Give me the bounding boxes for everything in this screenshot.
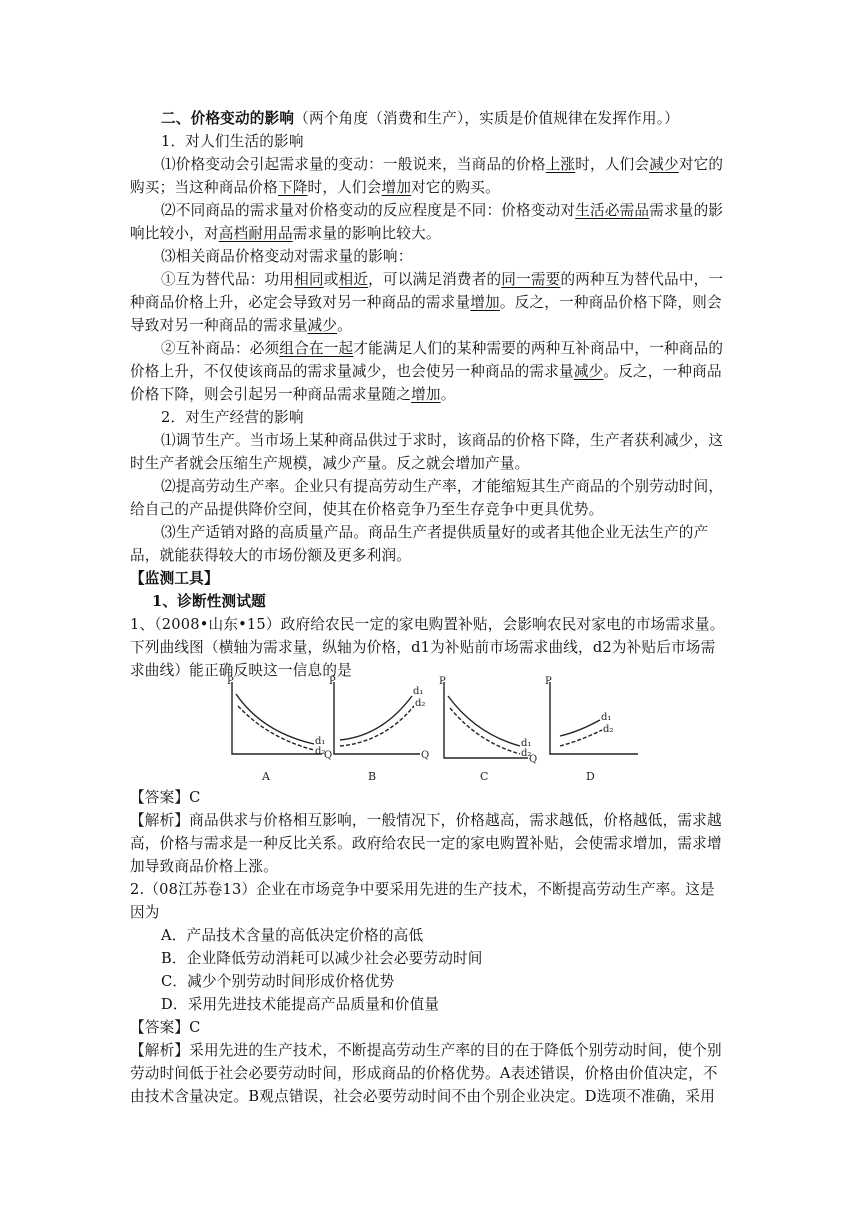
text: 。反之，一种商品 (603, 363, 722, 380)
underlined-term: 减少 (649, 156, 679, 173)
paragraph-1-line-1 (161, 154, 723, 176)
panel-a-d1-label: d₁ (315, 736, 326, 747)
question-1-analysis-line-2: 高，价格与需求是一种反比关系。政府给农民一定的家电购置补贴，会使需求增加，需求增 (130, 835, 722, 852)
text: 需求量的影响比较大。 (292, 225, 441, 242)
text: ⑵不同商品的需求量对价格变动的反应程度是不同：价格变动对 (161, 202, 576, 219)
underlined-term: 增加 (381, 179, 412, 196)
underlined-term: 减少 (307, 317, 338, 334)
panel-b-axes (334, 682, 420, 754)
paragraph-4-line-1 (161, 269, 723, 291)
question-1-answer: 【答案】C (130, 789, 201, 806)
underlined-term: 高档耐用品 (218, 225, 293, 242)
panel-d-d1-label: d₁ (601, 712, 612, 723)
panel-b-caption: B (368, 770, 377, 783)
text: 种商品价格上升，必定会导致对另一种商品的需求量 (130, 294, 471, 311)
text: 对它的 (678, 156, 724, 173)
section-heading: 二、价格变动的影响 (161, 110, 295, 127)
text: 。 (440, 386, 456, 403)
text: ②互补商品：必须 (161, 340, 280, 357)
paragraph-6-line-2: 时生产者就会压缩生产规模，减少产量。反之就会增加产量。 (130, 455, 530, 472)
question-2-analysis-line-3: 由技术含量决定。B观点错误，社会必要劳动时间不由个别企业决定。D选项不准确，采用 (130, 1088, 715, 1105)
text: 才能满足人们的某种需要的两种互补商品中，一种商品的 (353, 340, 724, 357)
underlined-term: 同一需要 (501, 271, 561, 288)
panel-d-d2-label: d₂ (603, 724, 614, 735)
text: 时，人们会 (575, 156, 650, 173)
question-1-analysis-line-1: 【解析】商品供求与价格相互影响，一般情况下，价格越高，需求越低，价格越低，需求越 (130, 812, 722, 829)
text: 购买；当这种商品价格 (130, 179, 278, 196)
panel-a-d2-label: d₂ (315, 746, 326, 757)
panel-c-d2-label: d₂ (521, 748, 532, 759)
question-1-line-3: 求曲线）能正确反映这一信息的是 (130, 662, 352, 679)
paragraph-4-line-3 (130, 315, 352, 337)
question-2-line-1: 2.（08江苏卷13）企业在市场竞争中要采用先进的生产技术，不断提高劳动生产率。这是 (130, 881, 715, 898)
panel-c-q-label: Q (529, 754, 538, 765)
paragraph-5-line-2 (130, 361, 722, 383)
underlined-term: 相同 (294, 271, 324, 288)
text: 的两种互为替代品中，一 (560, 271, 724, 288)
underlined-term: 增加 (411, 386, 441, 403)
question-2-option-b: B．企业降低劳动消耗可以减少社会必要劳动时间 (161, 950, 483, 967)
text: ，可以满足消费者的 (368, 271, 502, 288)
question-1-line-1: 1、（2008•山东•15）政府给农民一定的家电购置补贴，会影响农民对家电的市场需求量。 (130, 616, 725, 633)
panel-b-q-label: Q (421, 750, 430, 761)
paragraph-3-title: ⑶相关商品价格变动对需求量的影响： (161, 248, 413, 265)
question-1-line-2: 下列曲线图（横轴为需求量，纵轴为价格，d1为补贴前市场需求曲线，d2为补贴后市场需 (130, 639, 716, 656)
panel-b-curve-d2 (340, 706, 414, 746)
demand-curve-figure (222, 674, 642, 786)
panel-b-d2-label: d₂ (415, 698, 426, 709)
question-2-analysis-line-1: 【解析】采用先进的生产技术，不断提高劳动生产率的目的在于降低个别劳动时间，使个别 (130, 1042, 722, 1059)
paragraph-6-line-1: ⑴调节生产。当市场上某种商品供过于求时，该商品的价格下降，生产者获利减少，这 (161, 432, 724, 449)
text: 时，人们会 (307, 179, 382, 196)
panel-c-caption: C (480, 770, 489, 783)
question-2-answer: 【答案】C (130, 1019, 201, 1036)
question-2-option-d: D．采用先进技术能提高产品质量和价值量 (161, 996, 440, 1013)
text: 。 (337, 317, 352, 334)
panel-a-q-label: Q (324, 750, 333, 761)
question-2-option-a: A．产品技术含量的高低决定价格的高低 (161, 927, 424, 944)
panel-c-d1-label: d₁ (521, 738, 532, 749)
panel-a-curve-d2 (238, 706, 314, 750)
panel-d-axes (550, 682, 638, 754)
question-2-option-c: C．减少个别劳动时间形成价格优势 (161, 973, 395, 990)
underlined-term: 减少 (573, 363, 604, 380)
text: 需求量的影 (649, 202, 724, 219)
subsection-2-title: 2．对生产经营的影响 (161, 409, 304, 426)
panel-a-p-label: P (227, 676, 234, 687)
text: 对它的购买。 (411, 179, 500, 196)
text: 响比较小，对 (130, 225, 219, 242)
paragraph-5-line-1 (161, 338, 723, 360)
panel-d-curve-d2 (560, 730, 602, 746)
text: ①互为替代品：功用 (161, 271, 295, 288)
panel-b-p-label: P (329, 676, 336, 687)
underlined-term: 组合在一起 (279, 340, 354, 357)
panel-b-curve-d1 (340, 696, 412, 740)
panel-c-axes (444, 682, 528, 758)
text: 导致对另一种商品的需求量 (130, 317, 308, 334)
underlined-term: 上涨 (545, 156, 576, 173)
underlined-term: 下降 (277, 179, 308, 196)
paragraph-7-line-1: ⑵提高劳动生产率。企业只有提高劳动生产率，才能缩短其生产商品的个别劳动时间， (161, 478, 724, 495)
text: 价格下降，则会引起另一种商品需求量随之 (130, 386, 412, 403)
underlined-term: 相近 (338, 271, 369, 288)
panel-a-caption: A (262, 770, 270, 783)
text: 或 (323, 271, 339, 288)
question-2-line-2: 因为 (130, 904, 160, 921)
text: ⑴价格变动会引起需求量的变动：一般说来，当商品的价格 (161, 156, 546, 173)
panel-d-caption: D (586, 770, 595, 783)
paragraph-8-line-1: ⑶生产适销对路的高质量产品。商品生产者提供质量好的或者其他企业无法生产的产 (161, 524, 709, 541)
section-heading-note: （两个角度（消费和生产），实质是价值规律在发挥作用。） (294, 110, 679, 127)
paragraph-2-line-1 (161, 200, 723, 222)
text: 价格上升，不仅使该商品的需求量减少，也会使另一种商品的需求量 (130, 363, 574, 380)
paragraph-2-line-2 (130, 223, 441, 245)
question-2-analysis-line-2: 劳动时间低于社会必要劳动时间，形成商品的价格优势。A表述错误，价格由价值决定，不 (130, 1065, 718, 1082)
text: 。反之，一种商品价格下降，则会 (499, 294, 722, 311)
paragraph-1-line-2 (130, 177, 500, 199)
monitor-sub-heading: 1、诊断性测试题 (152, 593, 266, 610)
underlined-term: 生活必需品 (575, 202, 650, 219)
question-1-analysis-line-3: 加导致商品价格上涨。 (130, 858, 278, 875)
subsection-1-title: 1．对人们生活的影响 (161, 133, 304, 150)
paragraph-5-line-3 (130, 384, 455, 406)
monitor-heading: 【监测工具】 (130, 570, 219, 587)
panel-b-d1-label: d₁ (413, 686, 424, 697)
panel-c-p-label: P (439, 676, 446, 687)
panel-d-p-label: P (545, 676, 552, 687)
panel-a-curve-d1 (236, 694, 314, 744)
curve-panels-svg (222, 674, 642, 786)
paragraph-7-line-2: 给自己的产品提供降价空间，使其在价格竞争乃至生存竞争中更具优势。 (130, 501, 604, 518)
paragraph-4-line-2 (130, 292, 722, 314)
section-heading-line (161, 108, 679, 130)
underlined-term: 增加 (470, 294, 500, 311)
paragraph-8-line-2: 品，就能获得较大的市场份额及更多利润。 (130, 547, 412, 564)
